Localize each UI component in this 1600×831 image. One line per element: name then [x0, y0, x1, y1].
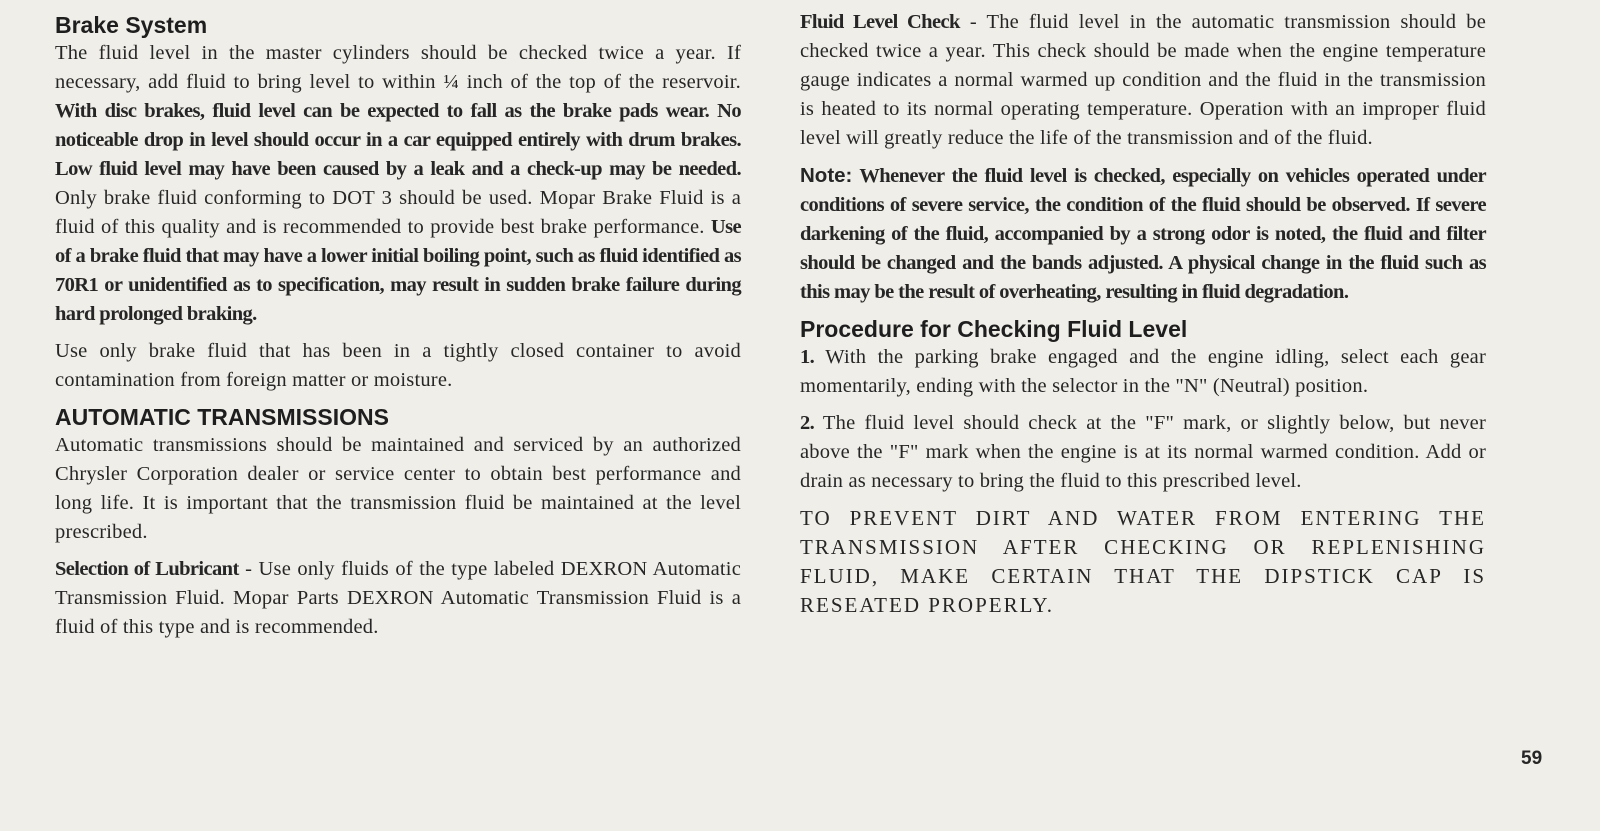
right-column [800, 0, 1486, 628]
step-2 [800, 409, 1486, 496]
brake-paragraph [55, 39, 741, 329]
caution-paragraph: TO PREVENT DIRT AND WATER FROM ENTERING THE TRANSMISSION AFTER CHECKING OR REPLENISHING FLUID, MAKE CERTAIN THAT THE DIPSTICK CAP IS RESEATED PROPERLY. [800, 506, 1486, 617]
note-label: Note: [800, 164, 853, 187]
text: The fluid level should check at the "F" mark, or slightly below, but never above the "F" mark when the engine is at its normal warmed condition. Add or drain as necessary to bring the fluid to this prescribed level. [800, 412, 1486, 492]
note-text: Whenever the fluid level is checked, especially on vehicles operated under conditions of severe service, the condition of the fluid should be observed. If severe darkening of the fluid, accompanied by a strong odor is noted, the fluid and filter should be changed and the bands adjusted. A physical change in the fluid such as this may be the result of overheating, resulting in fluid degradation. [800, 165, 1486, 303]
page-number: 59 [1521, 748, 1543, 769]
text: With the parking brake engaged and the engine idling, select each gear momentarily, ending with the selector in the "N" (Neutral) position. [800, 346, 1486, 397]
step-number: 2. [800, 412, 815, 434]
lubricant-paragraph [55, 555, 741, 642]
left-column [55, 0, 741, 650]
text: Only brake fluid conforming to DOT 3 should be used. Mopar Brake Fluid is a fluid of this quality and is recommended to provide best brake performance. [55, 187, 741, 238]
bold-text: With disc brakes, fluid level can be expected to fall as the brake pads wear. No noticeable drop in level should occur in a car equipped entirely with drum brakes. Low fluid level may have been caused by a leak and a check-up may be needed. [55, 100, 741, 180]
fluid-level-check-paragraph [800, 8, 1486, 153]
procedure-heading: Procedure for Checking Fluid Level [800, 316, 1188, 342]
step-1 [800, 343, 1486, 401]
automatic-transmissions-heading: AUTOMATIC TRANSMISSIONS [55, 404, 389, 430]
text: - The fluid level in the automatic transmission should be checked twice a year. This check should be made when the engine temperature gauge indicates a normal warmed up condition and the fluid in the transmission is heated to its normal operating temperature. Operation with an improper fluid level will greatly reduce the life of the transmission and of the fluid. [800, 11, 1487, 149]
text: The fluid level in the master cylinders should be checked twice a year. If necessary, add fluid to bring level to within ¼ inch of the top of the reservoir. [55, 42, 741, 93]
note-paragraph [800, 161, 1486, 307]
lubricant-label: Selection of Lubricant [55, 558, 239, 580]
check-label: Fluid Level Check [800, 11, 960, 33]
step-number: 1. [800, 346, 815, 368]
warning-text: Use of a brake fluid that may have a lower initial boiling point, such as fluid identified as 70R1 or unidentified as to specification, may result in sudden brake failure during hard prolonged braking. [55, 216, 741, 325]
text: - Use only fluids of the type labeled DEXRON Automatic Transmission Fluid. Mopar Parts DEXRON Automatic Transmission Fluid is a fluid of this type and is recommended. [55, 558, 741, 638]
brake-system-heading: Brake System [55, 12, 208, 38]
auto-paragraph: Automatic transmissions should be maintained and serviced by an authorized Chrysler Corporation dealer or service center to obtain best performance and long life. It is important that the transmission fluid be maintained at the level prescribed. [55, 434, 741, 543]
brake-container-paragraph: Use only brake fluid that has been in a tightly closed container to avoid contamination from foreign matter or moisture. [55, 340, 741, 391]
